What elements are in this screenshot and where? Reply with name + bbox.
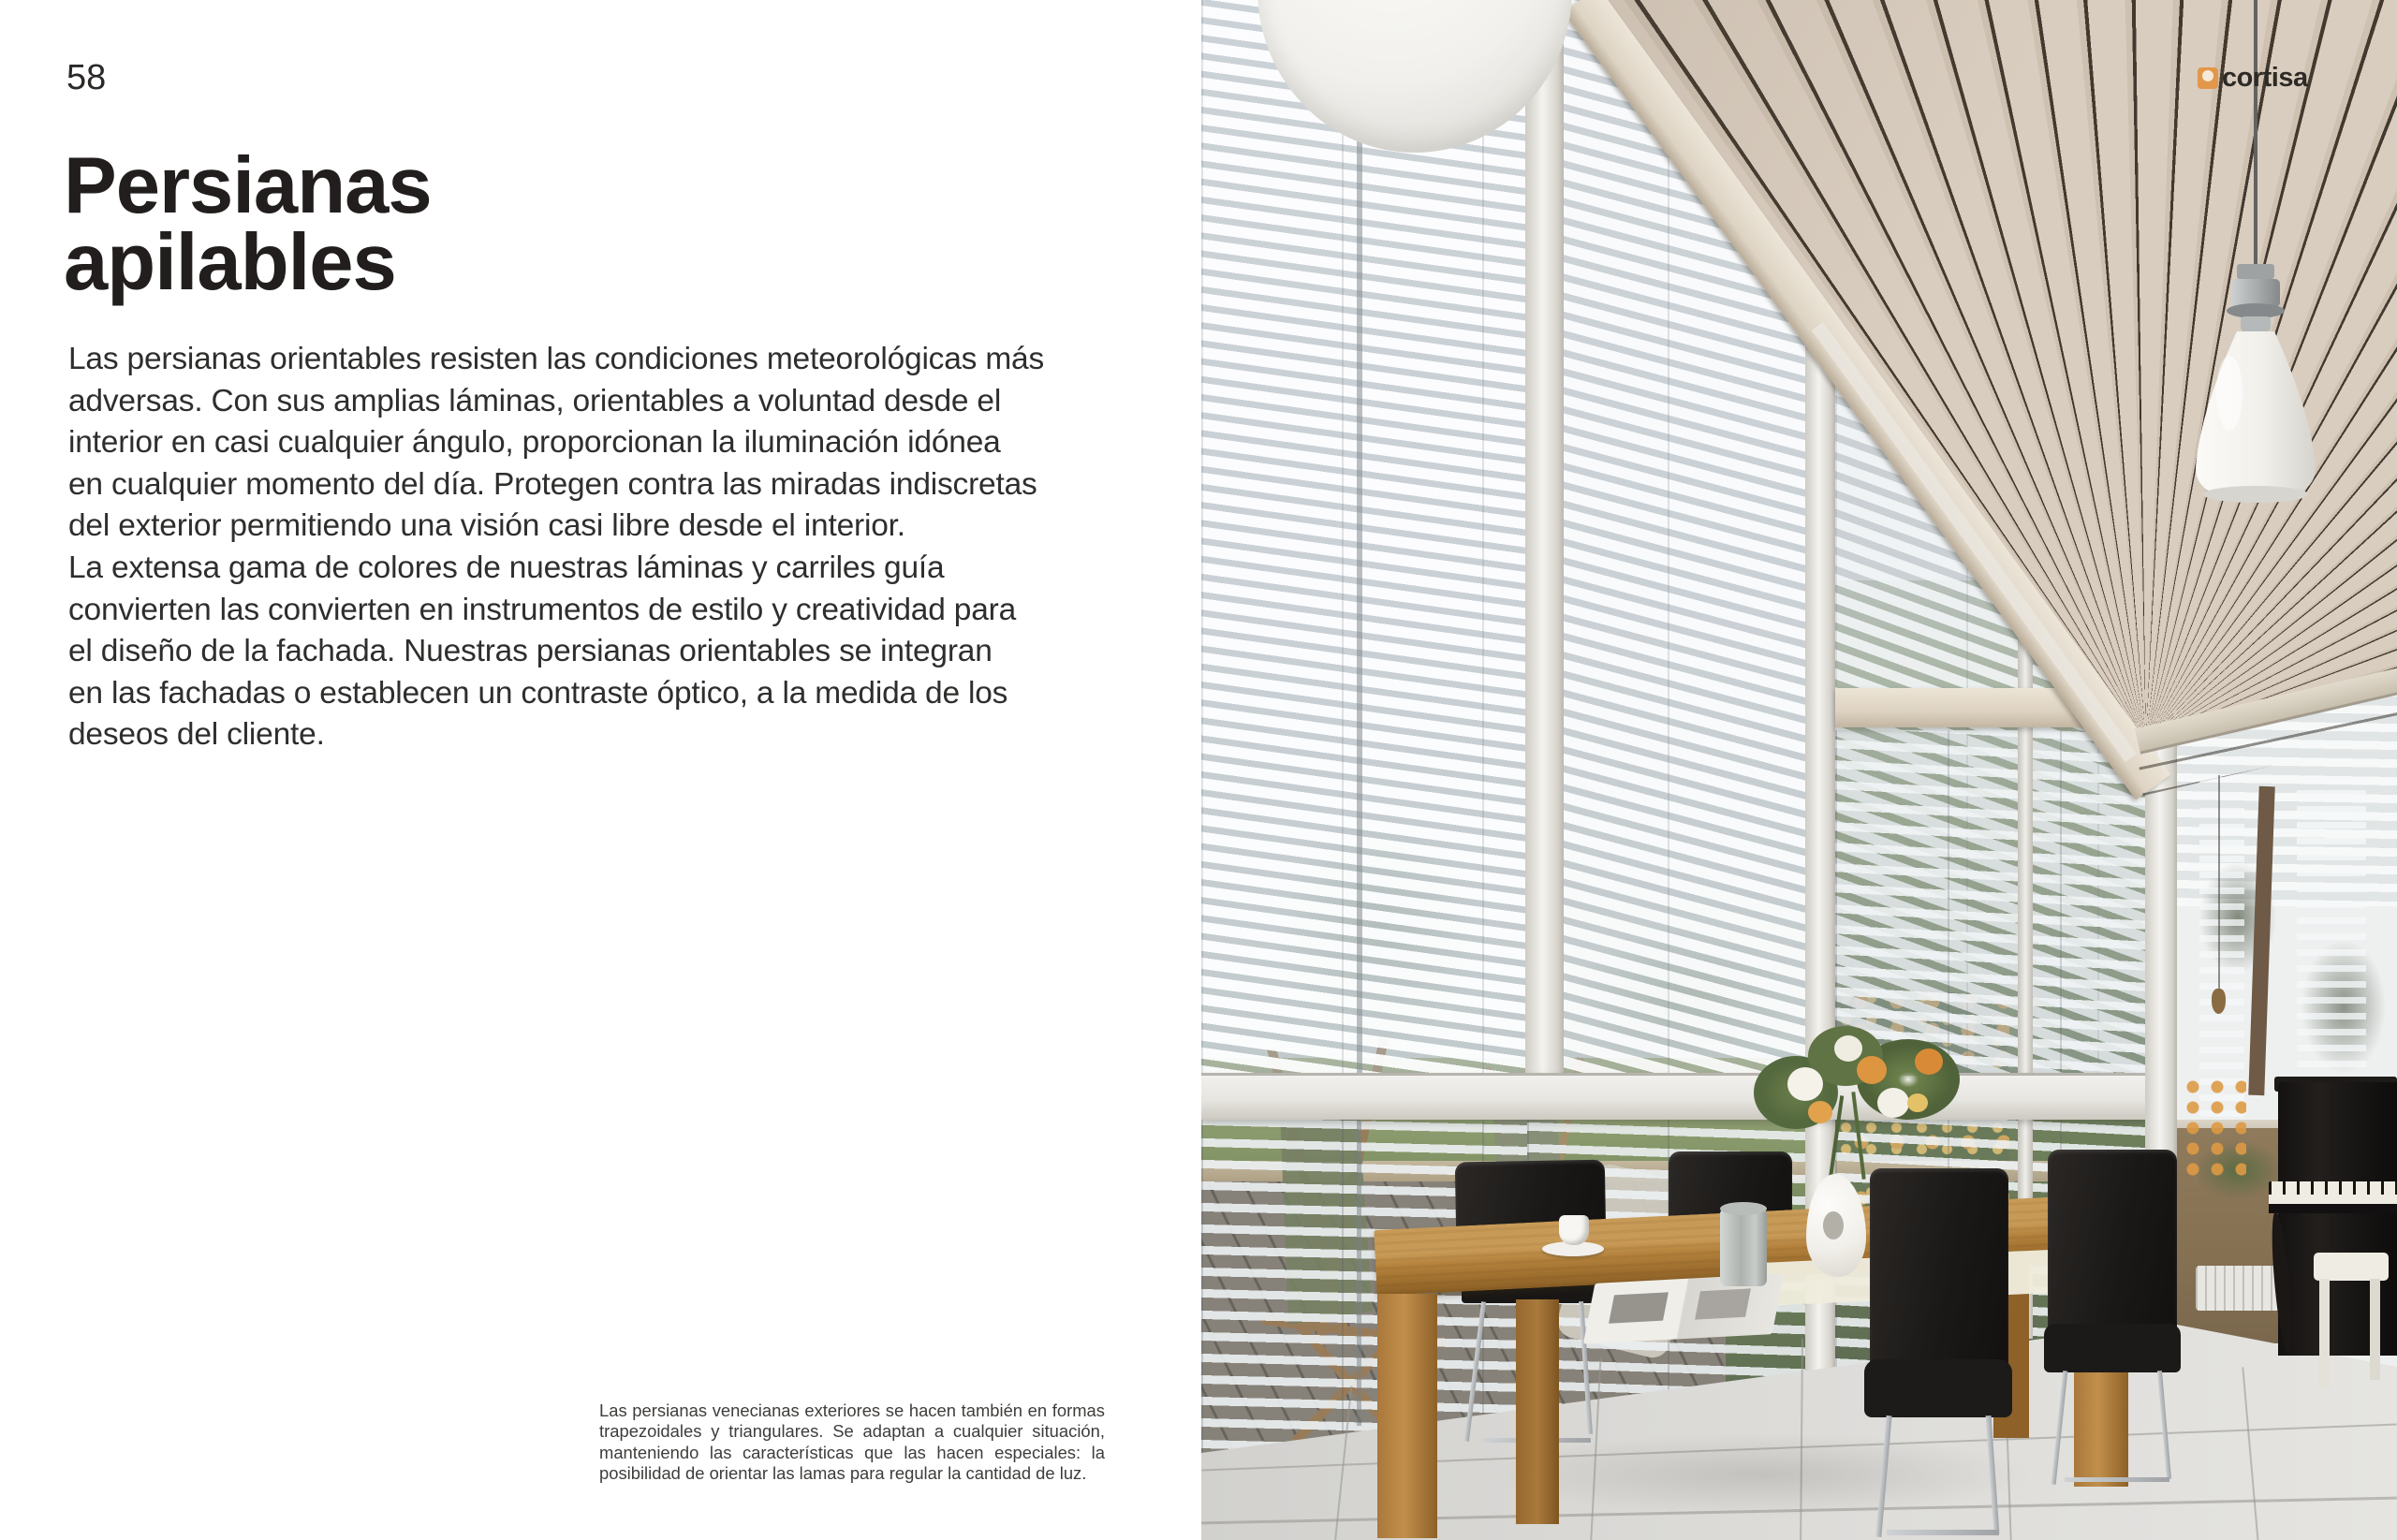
dining-chair-front-seat xyxy=(1864,1359,2012,1417)
radiator xyxy=(2196,1266,2282,1311)
body-line: interior en casi cualquier ángulo, proporcionan la iluminación idónea xyxy=(68,425,1001,461)
page-title-line2: apilables xyxy=(64,218,396,307)
brand-logo-text: cortisa xyxy=(2222,62,2308,93)
table-leg xyxy=(1516,1299,1559,1524)
page-title xyxy=(64,141,432,307)
white-flower xyxy=(1834,1035,1862,1062)
piano-keyboard xyxy=(2269,1181,2397,1206)
silver-candle-holder xyxy=(1720,1208,1767,1286)
body-line: Las persianas orientables resisten las condiciones meteorológicas más xyxy=(68,342,1045,376)
table-leg xyxy=(1377,1294,1437,1538)
dining-chair-right xyxy=(2048,1150,2177,1333)
venetian-blind-upper-left xyxy=(1201,0,1527,1077)
white-flower xyxy=(1877,1088,1909,1118)
brand-logo xyxy=(2198,62,2308,94)
magazine-photo xyxy=(1609,1292,1669,1323)
page-number: 58 xyxy=(66,58,107,97)
body-line: en las fachadas o establecen un contraste óptico, a la medida de los xyxy=(68,675,1008,711)
body-line: del exterior permitiendo una visión casi libre desde el interior. xyxy=(68,508,905,544)
window-mullion xyxy=(1525,0,1564,1075)
coffee-cup xyxy=(1559,1215,1589,1245)
body-line: La extensa gama de colores de nuestras láminas y carriles guía xyxy=(68,550,945,585)
orange-flowers xyxy=(2181,1077,2246,1180)
dining-chair-right-seat xyxy=(2044,1324,2181,1372)
transom-beam xyxy=(1201,1073,2147,1120)
white-flower xyxy=(1787,1067,1823,1101)
blind-box-icon xyxy=(2198,67,2218,89)
page-title-line1: Persianas xyxy=(64,141,432,230)
body-line: convierten las convierten en instrumentos de estilo y creatividad para xyxy=(68,592,1017,627)
magazine-photo xyxy=(1695,1288,1751,1319)
chair-chrome-runner xyxy=(1887,1530,1999,1535)
body-line: en cualquier momento del día. Protegen contra las miradas indiscretas xyxy=(68,466,1037,502)
bird-feeder-string xyxy=(2218,775,2220,990)
orange-flower xyxy=(1808,1101,1832,1123)
piano-keybed xyxy=(2269,1204,2397,1213)
body-line: adversas. Con sus amplias láminas, orientables a voluntad desde el xyxy=(68,383,1002,418)
bench-leg xyxy=(2370,1279,2380,1380)
conservatory-photo xyxy=(1201,0,2397,1540)
bird-feeder xyxy=(2212,989,2226,1014)
logo-circle-dot xyxy=(2202,70,2213,81)
orange-flower xyxy=(1915,1049,1943,1075)
yellow-flower xyxy=(1907,1093,1928,1112)
orange-flower xyxy=(1857,1056,1887,1084)
photo-caption: Las persianas venecianas exteriores se hacen también en formas trapezoidales y triangulares. Se adaptan a cualquier situación, manteniendo las características que las hacen especiales: la posibilidad de orientar las lamas para regular la cantidad de luz. xyxy=(599,1401,1105,1484)
glass-joint xyxy=(1357,1117,1361,1426)
chair-chrome-runner xyxy=(2065,1477,2169,1482)
bench-leg xyxy=(2319,1279,2330,1389)
dining-chair-front xyxy=(1870,1168,2008,1369)
body-paragraph xyxy=(68,339,1117,756)
body-line: deseos del cliente. xyxy=(68,717,325,753)
piano-bench xyxy=(2314,1253,2389,1281)
glass-joint xyxy=(1357,0,1362,1075)
body-line: el diseño de la fachada. Nuestras persianas orientables se integran xyxy=(68,634,993,669)
candle-holder-rim xyxy=(1720,1202,1767,1215)
vase-hole xyxy=(1823,1211,1844,1239)
